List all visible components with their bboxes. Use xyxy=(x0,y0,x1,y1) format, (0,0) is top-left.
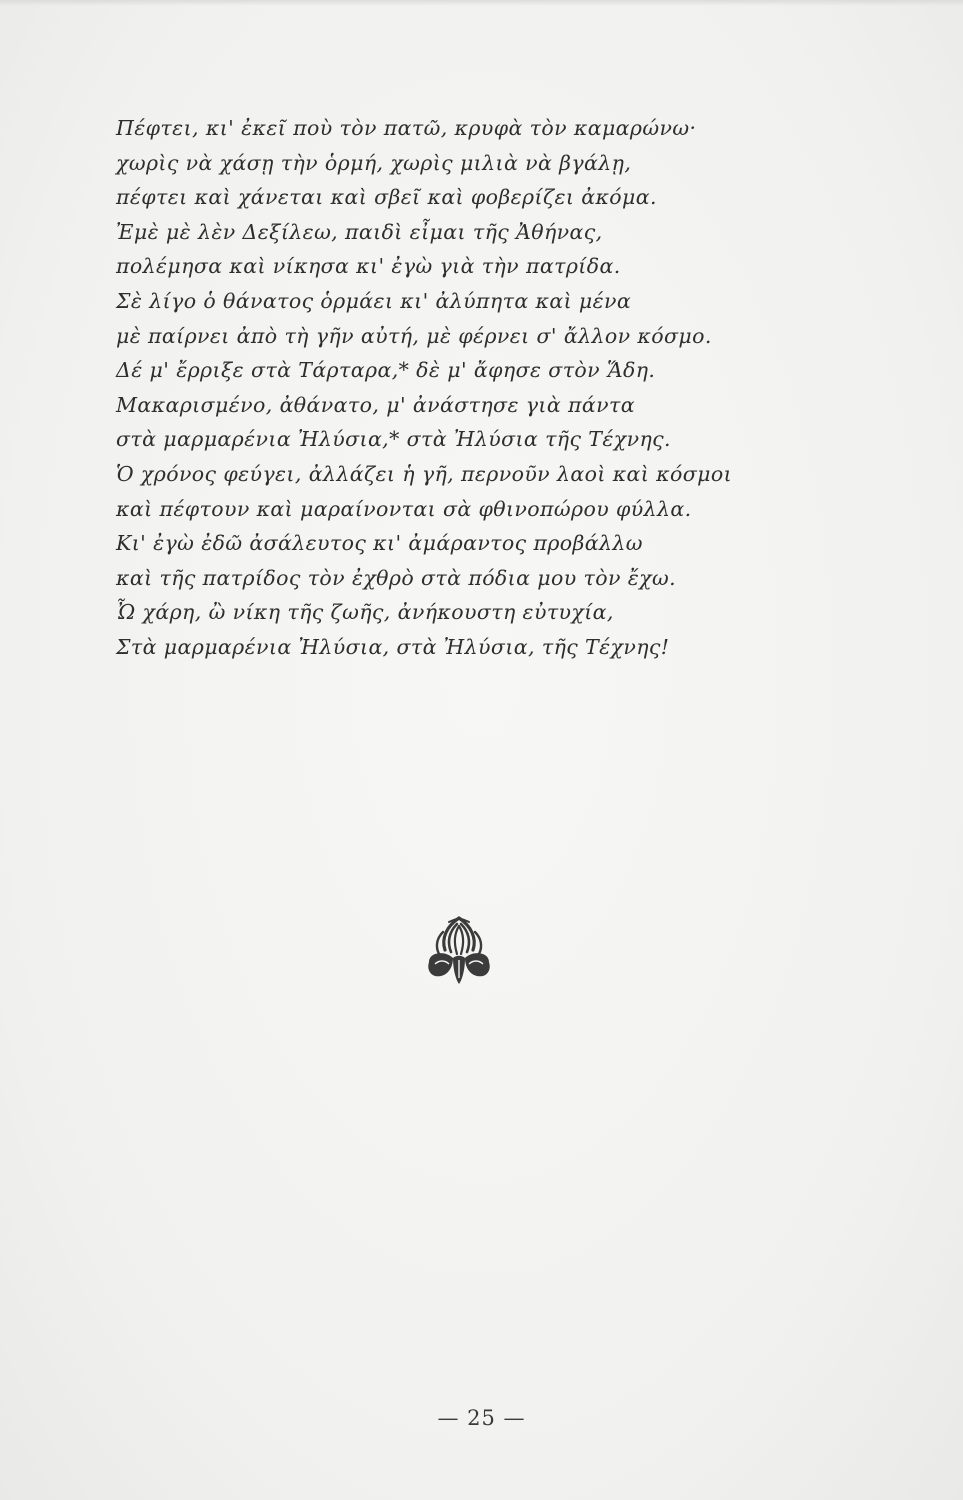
page-number: — 25 — xyxy=(437,1406,526,1430)
poem-line: καὶ πέφτουν καὶ μαραίνονται σὰ φθινοπώρου φύλλα. xyxy=(116,496,692,521)
poem-text xyxy=(116,111,836,665)
poem-line: στὰ μαρμαρένια Ἠλύσια,* στὰ Ἠλύσια τῆς Τέχνης. xyxy=(116,427,671,452)
poem-line: Πέφτει, κι' ἐκεῖ ποὺ τὸν πατῶ, κρυφὰ τὸν καμαρώνω· xyxy=(116,116,697,140)
poem-line: καὶ τῆς πατρίδος τὸν ἐχθρὸ στὰ πόδια μου τὸν ἔχω. xyxy=(116,565,677,590)
poem-line: Ὁ χρόνος φεύγει, ἀλλάζει ἡ γῆ, περνοῦν λαοὶ καὶ κόσμοι xyxy=(116,461,733,486)
poem-line: Ὦ χάρη, ὢ νίκη τῆς ζωῆς, ἀνήκουστη εὐτυχία, xyxy=(116,600,614,625)
poem-line: Δέ μ' ἔρριξε στὰ Τάρταρα,* δὲ μ' ἄφησε στὸν Ἅδη. xyxy=(116,358,656,383)
poem-line: Κι' ἐγὼ ἐδῶ ἀσάλευτος κι' ἀμάραντος προβάλλω xyxy=(116,531,643,556)
poem-line: χωρὶς νὰ χάσῃ τὴν ὁρμή, χωρὶς μιλιὰ νὰ βγάλῃ, xyxy=(116,150,632,175)
poem-line: Ἐμὲ μὲ λὲν Δεξίλεω, παιδὶ εἶμαι τῆς Ἀθήνας, xyxy=(116,219,603,244)
poem-line: Σὲ λίγο ὁ θάνατος ὁρμάει κι' ἀλύπητα καὶ μένα xyxy=(116,288,632,313)
poem-line: Μακαρισμένο, ἀθάνατο, μ' ἀνάστησε γιὰ πάντα xyxy=(116,392,635,417)
poem-line: πέφτει καὶ χάνεται καὶ σβεῖ καὶ φοβερίζει ἀκόμα. xyxy=(116,185,657,210)
poem-line: πολέμησα καὶ νίκησα κι' ἐγὼ γιὰ τὴν πατρίδα. xyxy=(116,254,621,279)
page-top-edge xyxy=(0,0,963,6)
flame-lotus-ornament-icon xyxy=(423,912,495,986)
poem-line: Στὰ μαρμαρένια Ἠλύσια, στὰ Ἠλύσια, τῆς Τέχνης! xyxy=(116,634,670,659)
poem-line: μὲ παίρνει ἀπὸ τὴ γῆν αὐτή, μὲ φέρνει σ' ἄλλον κόσμο. xyxy=(116,323,712,348)
